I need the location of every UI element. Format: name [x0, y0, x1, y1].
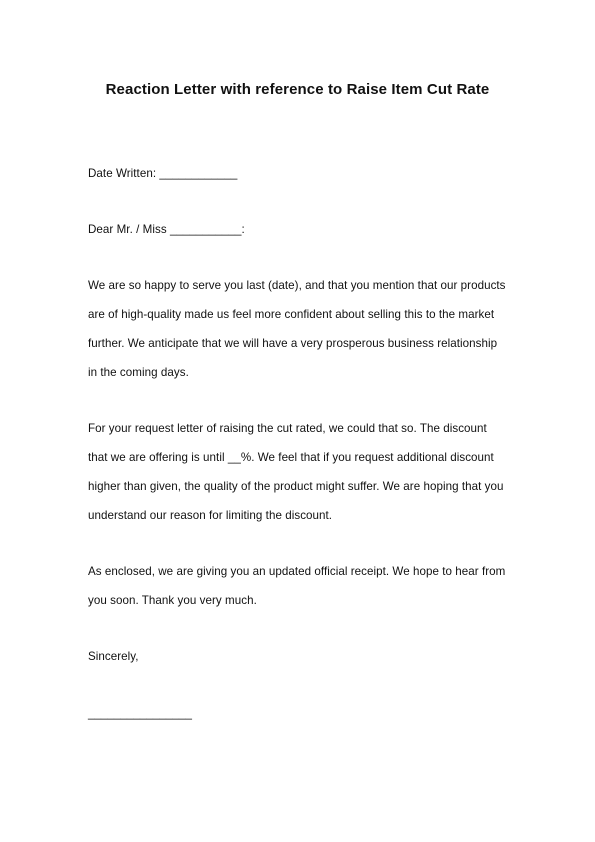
paragraph-2-line-2: that we are offering is until __%. We feel that if you request additional discount — [88, 451, 494, 464]
paragraph-1-line-2: are of high-quality made us feel more confident about selling this to the market — [88, 308, 495, 321]
closing: Sincerely, — [88, 650, 139, 663]
date-written-line: Date Written: ____________ — [88, 167, 238, 180]
paragraph-3-line-1: As enclosed, we are giving you an updated official receipt. We hope to hear from — [88, 565, 506, 578]
paragraph-2-line-1: For your request letter of raising the cut rated, we could that so. The discount — [88, 422, 487, 435]
signature-line: ________________ — [88, 707, 192, 720]
paragraph-1-line-1: We are so happy to serve you last (date), and that you mention that our products — [88, 279, 506, 292]
paragraph-2-line-4: understand our reason for limiting the discount. — [88, 509, 333, 522]
paragraph-1-line-4: in the coming days. — [88, 366, 189, 379]
paragraph-1-line-3: further. We anticipate that we will have a very prosperous business relationship — [88, 337, 498, 350]
paragraph-3-line-2: you soon. Thank you very much. — [88, 594, 257, 607]
letter-title: Reaction Letter with reference to Raise Item Cut Rate — [105, 81, 490, 98]
salutation: Dear Mr. / Miss ___________: — [88, 223, 245, 236]
paragraph-2-line-3: higher than given, the quality of the product might suffer. We are hoping that you — [88, 480, 504, 493]
